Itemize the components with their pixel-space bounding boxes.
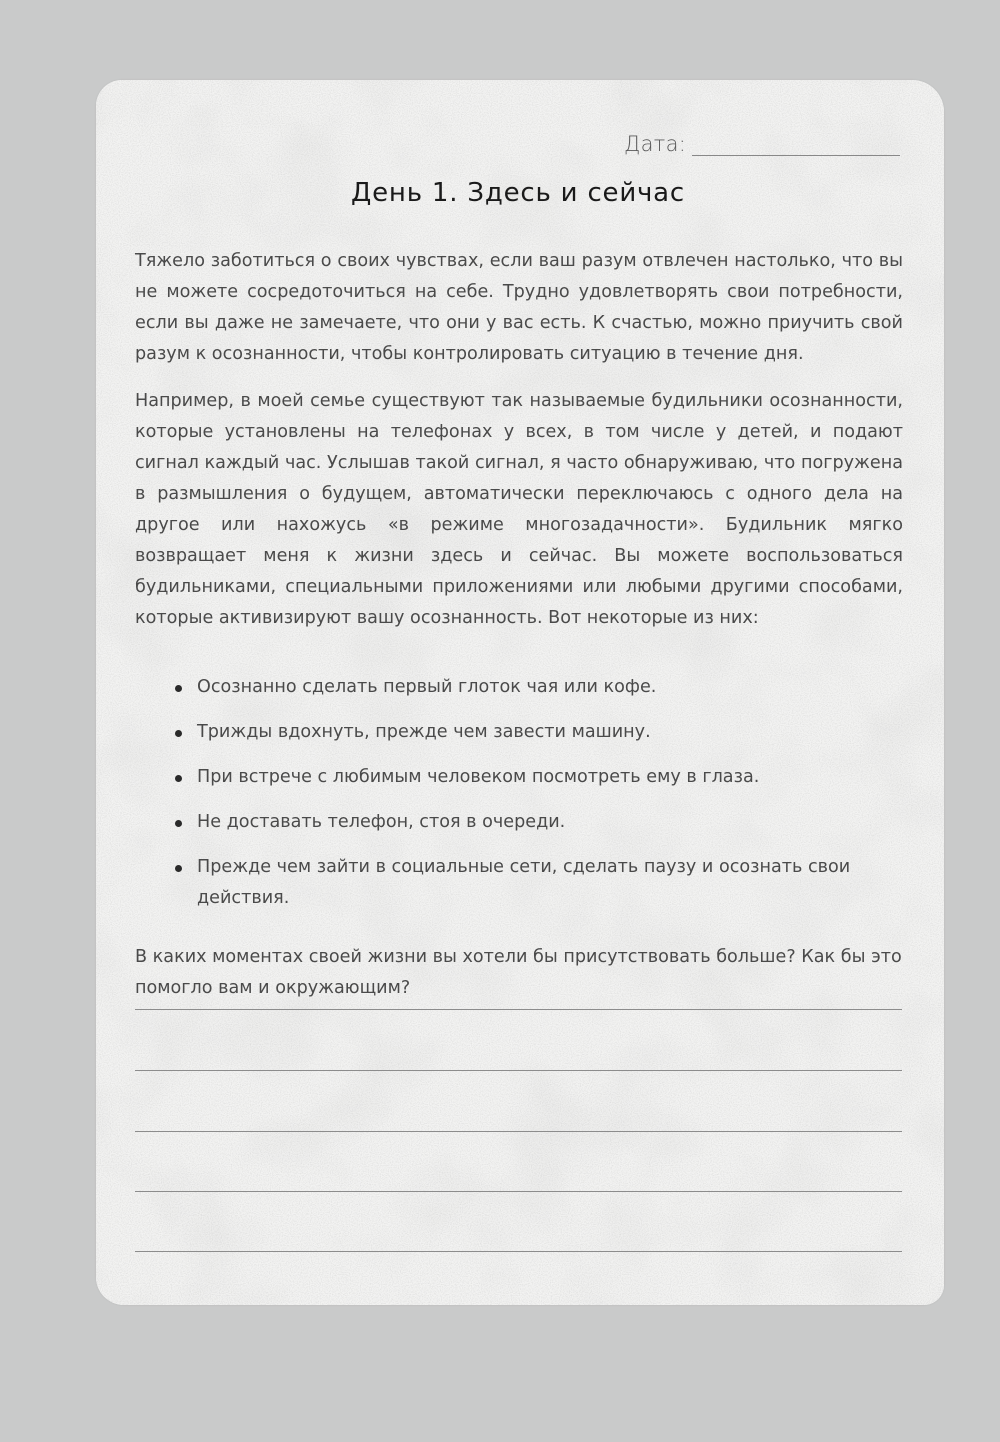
- bullet-icon: [175, 820, 182, 827]
- reflection-question: В каких моментах своей жизни вы хотели бы присутствовать больше? Как бы это помогло вам и окружающим?: [135, 947, 902, 998]
- list-item-text: Не доставать телефон, стоя в очереди.: [197, 812, 566, 832]
- list-item-text: Трижды вдохнуть, прежде чем завести машину.: [197, 722, 651, 742]
- mindfulness-list: [135, 672, 903, 914]
- answer-line-3[interactable]: [135, 1131, 902, 1132]
- answer-line-4[interactable]: [135, 1191, 902, 1192]
- bullet-icon: [175, 775, 182, 782]
- list-item-text: Прежде чем зайти в социальные сети, сделать паузу и осознать свои действия.: [197, 857, 851, 908]
- date-row: [0, 132, 1000, 162]
- list-item-text: При встрече с любимым человеком посмотреть ему в глаза.: [197, 767, 760, 787]
- list-item: [175, 762, 903, 793]
- bullet-icon: [175, 685, 182, 692]
- list-item: [175, 852, 903, 914]
- intro-paragraph: Тяжело заботиться о своих чувствах, если ваш разум отвлечен настолько, что вы не можете сосредоточиться на себе. Трудно удовлетворять свои потребности, если вы даже не замечаете, что они у вас есть. К счастью, можно приучить свой разум к осознанности, чтобы контролировать ситуацию в течение дня.: [135, 251, 903, 364]
- list-item: [175, 672, 903, 703]
- list-item-text: Осознанно сделать первый глоток чая или кофе.: [197, 677, 657, 697]
- answer-line-5[interactable]: [135, 1251, 902, 1252]
- date-input-line[interactable]: [692, 155, 900, 156]
- main-content: [135, 246, 903, 1004]
- answer-line-2[interactable]: [135, 1070, 902, 1071]
- date-label: Дата:: [624, 132, 687, 156]
- list-item: [175, 807, 903, 838]
- bullet-icon: [175, 730, 182, 737]
- page-title: День 1. Здесь и сейчас: [350, 178, 686, 208]
- example-paragraph: Например, в моей семье существуют так называемые будильники осознанности, которые установлены на телефонах у всех, в том числе у детей, и подают сигнал каждый час. Услышав такой сигнал, я часто обнаруживаю, что погружена в размышления о будущем, автоматически переключаюсь с одного дела на другое или нахожусь «в режиме многозадачности». Будильник мягко возвращает меня к жизни здесь и сейчас. Вы можете воспользоваться будильниками, специальными приложениями или любыми другими способами, которые активизируют вашу осознанность. Вот некоторые из них:: [135, 391, 903, 628]
- bullet-icon: [175, 865, 182, 872]
- answer-line-1[interactable]: [135, 1009, 902, 1010]
- list-item: [175, 717, 903, 748]
